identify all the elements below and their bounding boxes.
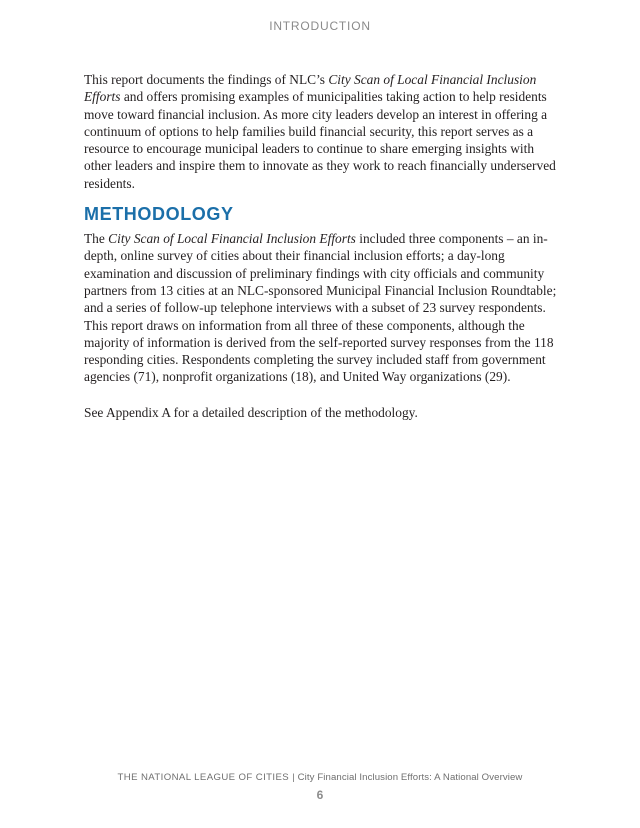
- methodology-heading: METHODOLOGY: [84, 204, 234, 225]
- appendix-note: See Appendix A for a detailed description of the methodology.: [84, 404, 418, 420]
- intro-paragraph: [84, 71, 564, 192]
- footer-report-title: City Financial Inclusion Efforts: A National Overview: [297, 772, 523, 783]
- report-title-italic: City Scan of Local Financial Inclusion Efforts: [84, 72, 537, 105]
- main-content: [84, 71, 564, 421]
- footer-separator: |: [292, 772, 295, 783]
- section-header: INTRODUCTION: [269, 19, 371, 33]
- methodology-text-2: included three components – an in-depth, online survey of cities about their financial inclusion efforts; a day-long examination and discussion of preliminary findings with city officials and community partners from 13 cities at an NLC-sponsored Municipal Financial Inclusion Roundtable; and a series of follow-up telephone interviews with a subset of 23 survey respondents. This report draws on information from all three of these components, although the majority of information is derived from the self-reported survey responses from the 118 responding cities. Respondents completing the survey included staff from government agencies (71), nonprofit organizations (18), and United Way organizations (29).: [84, 231, 557, 385]
- methodology-paragraph: [84, 230, 564, 386]
- methodology-title-italic: City Scan of Local Financial Inclusion Efforts: [108, 231, 356, 247]
- intro-text-2: and offers promising examples of municipalities taking action to help residents move toward financial inclusion. As more city leaders develop an interest in offering a continuum of options to help families build financial security, this report serves as a resource to encourage municipal leaders to continue to share emerging insights with other leaders and inspire them to innovate as they work to reach financially underserved residents.: [84, 89, 556, 191]
- footer-org: THE NATIONAL LEAGUE OF CITIES: [117, 772, 290, 783]
- methodology-text-1: The: [84, 231, 109, 247]
- intro-text-1: This report documents the findings of NLC’s: [84, 72, 329, 87]
- page-number: 6: [316, 788, 324, 802]
- page-footer: [0, 772, 640, 783]
